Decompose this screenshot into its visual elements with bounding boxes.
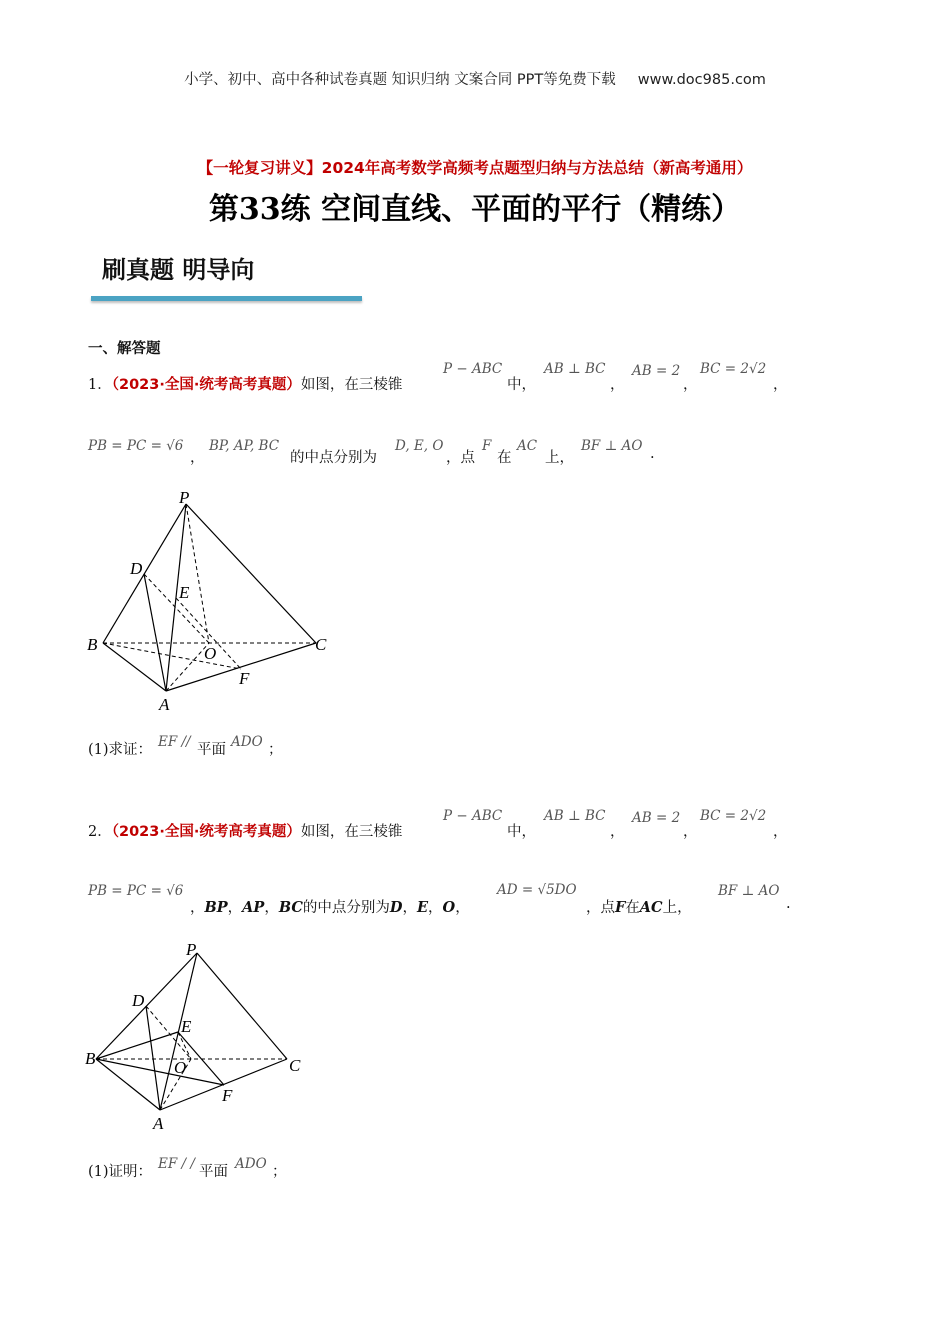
q2-part1-plane: 平面 [199,1164,228,1180]
segment-ad [146,1006,160,1110]
q1-text-c: 的中点分别为 [290,450,377,466]
q2-math-bc: BC = 2√2 [700,808,767,824]
q2-sep-4: ， [428,900,443,916]
q2-sep-2: ， [264,900,279,916]
q2-period: . [786,896,791,912]
q2-part1-label: (1)证明： [88,1164,153,1180]
label-o: O [174,1058,187,1077]
segment-do [144,574,209,643]
q1-number: 1． [88,377,112,393]
q2-o: O [442,899,456,916]
q2-text-b: 中， [507,824,536,840]
label-p: P [186,940,197,959]
label-f: F [222,1086,233,1105]
q1-math-pabc: P − ABC [443,361,503,377]
q2-math-ad: AD = √5DO [497,882,577,898]
q2-text-a: 如图，在三棱锥 [300,824,403,840]
q2-f: F [615,899,626,916]
q2-line2 [190,896,470,917]
q1-math-ab: AB = 2 [632,363,681,379]
q2-math-perp: AB ⊥ BC [544,808,606,824]
q1-text-a: 如图，在三棱锥 [300,377,403,393]
label-c: C [289,1056,301,1075]
q2-math-pabc: P − ABC [443,808,503,824]
q1-math-deo: D, E, O [395,438,444,454]
q1-figure-tetrahedron [82,488,342,718]
label-d: D [130,559,143,578]
q1-math-perp: AB ⊥ BC [544,361,606,377]
label-b: B [87,635,98,654]
q1-line1 [88,373,402,394]
q1-part1-math-ado: ADO [231,734,263,750]
q1-comma-1: ， [610,377,625,393]
q2-part1-math-ef: EF / / [158,1156,195,1172]
q2-math-ab: AB = 2 [632,810,681,826]
label-o: O [204,644,217,663]
q1-math-ac: AC [517,438,538,454]
q2-bp: BP [204,899,228,916]
q1-comma-2: ， [683,377,698,393]
q1-text-f: 上， [545,450,574,466]
q2-ac: AC [639,899,663,916]
q1-text-b: 中， [507,377,536,393]
q1-part1-plane: 平面 [197,742,226,758]
q2-d: D [389,899,403,916]
edge-ba [103,643,166,691]
q2-math-pb: PB = PC = √6 [88,883,184,899]
q2-line1 [88,820,402,841]
section-heading: 一、解答题 [88,341,161,357]
banner-underline [91,296,362,301]
label-d: D [132,991,145,1010]
q2-comma-1: ， [610,824,625,840]
q1-math-f: F [482,438,492,454]
edge-ba [96,1059,160,1110]
q2-e: E [416,899,429,916]
header-text: 小学、初中、高中各种试卷真题 知识归纳 文案合同 PPT等免费下载 [184,72,616,88]
q1-period: . [650,446,655,462]
q1-math-bfao: BF ⊥ AO [581,438,643,454]
q2-sep-3: ， [402,900,417,916]
q2-ap: AP [242,899,265,916]
q1-text-d: ，点 [446,450,475,466]
q1-math-bc: BC = 2√2 [700,361,767,377]
edge-pa [160,953,197,1110]
label-a: A [153,1114,164,1133]
q2-number: 2． [88,824,112,840]
section-banner: 刷真题 明导向 [102,256,255,284]
q2-part1-semicolon: ； [272,1164,287,1180]
q2-bc: BC [278,899,303,916]
label-e: E [181,1017,192,1036]
q1-part1-math-ef: EF // [158,734,191,750]
q1-part1-semicolon: ； [268,742,283,758]
q2-text-e: 在 [625,900,640,916]
page-header [0,68,950,89]
header-site-link[interactable]: www.doc985.com [637,72,766,88]
q1-part1-label: (1)求证： [88,742,153,758]
q2-part1-math-ado: ADO [235,1156,267,1172]
label-b: B [85,1049,96,1068]
q1-text-e: 在 [497,450,512,466]
page-title: 第33练 空间直线、平面的平行（精练） [208,192,742,227]
q2-sep-0: ， [190,900,205,916]
label-f: F [239,669,250,688]
q2-math-bfao: BF ⊥ AO [718,883,780,899]
label-p: P [179,488,190,507]
q2-text-c: 的中点分别为 [302,900,390,916]
q2-source: （2023·全国·统考高考真题） [111,824,301,840]
q1-comma-3: ， [773,377,788,393]
q2-text-f: 上， [662,900,692,916]
q1-math-pb: PB = PC = √6 [88,438,184,454]
q2-sep-1: ， [227,900,243,916]
q2-sep-5: ， [455,900,470,916]
q1-source: （2023·全国·统考高考真题） [111,377,301,393]
label-c: C [315,635,327,654]
q2-figure-tetrahedron [82,938,312,1138]
q1-math-bpapbc: BP, AP, BC [209,438,280,454]
q2-comma-3: ， [773,824,788,840]
q1-comma-4: ， [190,450,205,466]
document-subtitle: 【一轮复习讲义】2024年高考数学高频考点题型归纳与方法总结（新高考通用） [197,159,753,177]
label-a: A [159,695,170,714]
label-e: E [179,583,190,602]
edge-pc [197,953,287,1059]
q2-line2b [586,896,692,917]
q2-text-d: ，点 [586,900,615,916]
segment-ad [144,574,166,691]
q2-comma-2: ， [683,824,698,840]
